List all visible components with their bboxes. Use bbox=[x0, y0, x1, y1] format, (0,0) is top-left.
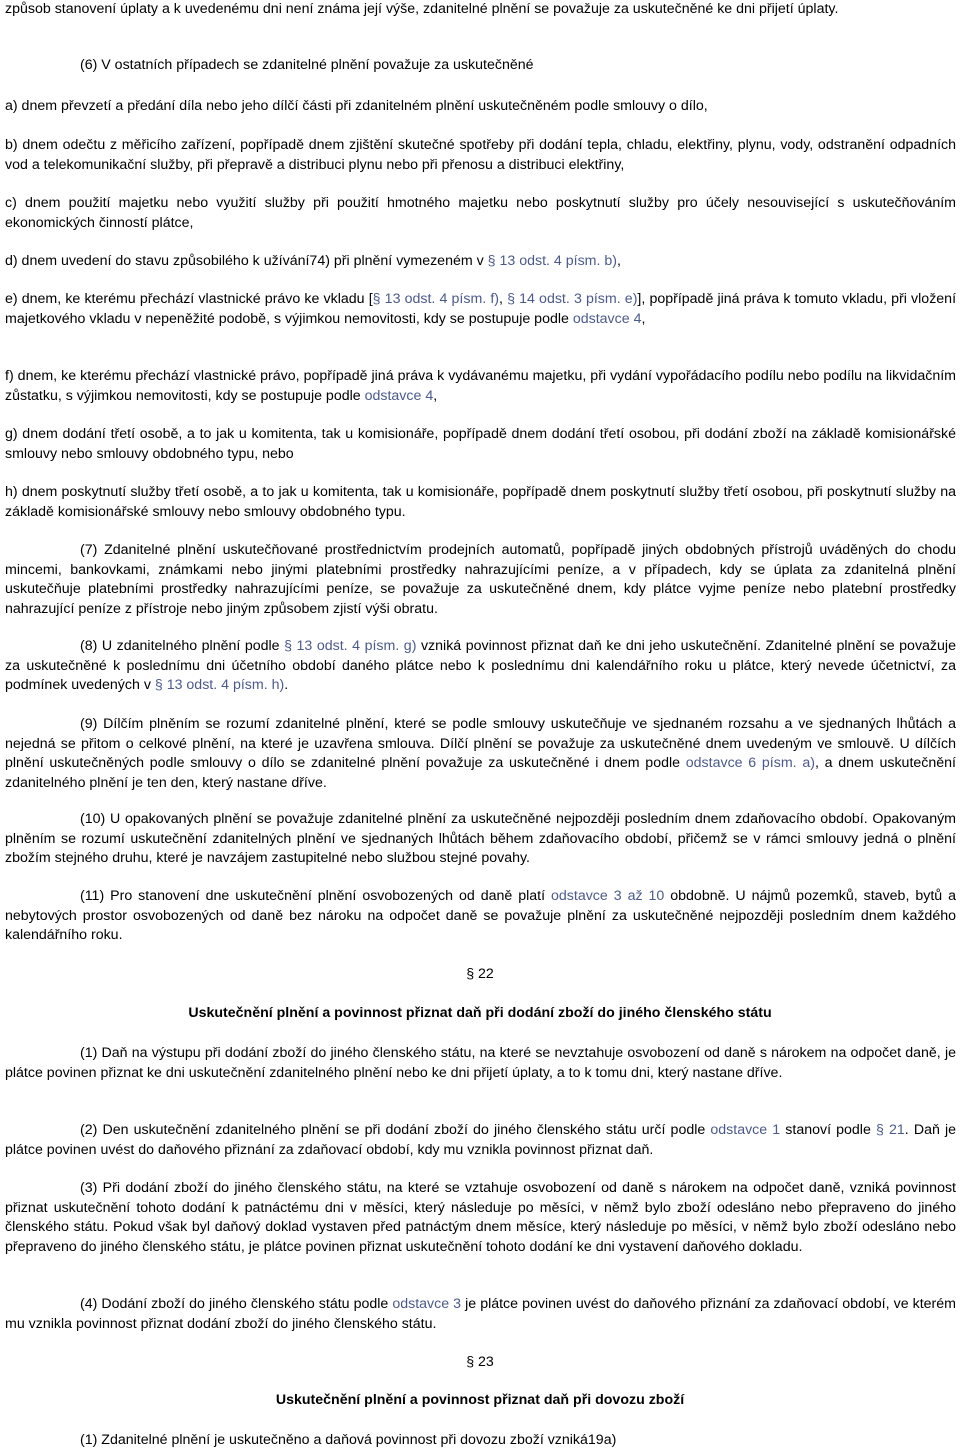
section-22-heading: Uskutečnění plnění a povinnost přiznat daň při dodání zboží do jiného členského státu bbox=[188, 1005, 772, 1021]
paragraph-text: ], popřípadě jiná práva k tomuto vkladu, při vložení majetkového vkladu v nepeněžité podobě, s výjimkou nemovitosti, kdy se postupuje podle bbox=[5, 291, 957, 327]
paragraph-7 bbox=[5, 541, 956, 619]
list-item-6a bbox=[5, 97, 956, 117]
paragraph-text: stanoví podle bbox=[780, 1122, 876, 1138]
paragraph-text: , bbox=[617, 253, 621, 269]
section-22-number: § 22 bbox=[466, 966, 494, 982]
paragraph-text: (10) U opakovaných plnění se považuje zdanitelné plnění za uskutečněné nejpozději posledním dnem zdaňovacího období. Opakovaným plněním se rozumí uskutečnění zdanitelných plnění ve sjednaných lhůtách během zdaňovacího období, přičemž se v rámci smlouvy jedná o plnění zbožím stejného druhu, které je navzájem zastupitelné nebo službou stejné povahy. bbox=[5, 811, 956, 867]
paragraph-text: je plátce povinen uvést do daňového přiznání za zdaňovací období, ve kterém mu vznikla povinnost přiznat dodání zboží do jiného členského státu. bbox=[5, 1296, 956, 1332]
law-reference-link[interactable]: odstavce 1 bbox=[710, 1122, 781, 1138]
paragraph-text: (2) Den uskutečnění zdanitelného plnění se při dodání zboží do jiného členského státu určí podle bbox=[80, 1122, 711, 1138]
paragraph-text: a) dnem převzetí a předání díla nebo jeho dílčí části při zdanitelném plnění uskutečněném podle smlouvy o dílo, bbox=[5, 98, 708, 114]
paragraph-text: g) dnem dodání třetí osobě, a to jak u komitenta, tak u komisionáře, popřípadě dnem dodání třetí osobou, při dodání zboží na základě komisionářské smlouvy nebo smlouvy obdobného typu, nebo bbox=[5, 426, 956, 462]
list-item-6b bbox=[5, 136, 956, 175]
section-23-heading: Uskutečnění plnění a povinnost přiznat daň při dovozu zboží bbox=[275, 1392, 685, 1408]
paragraph-text: způsob stanovení úplaty a k uvedenému dni není známa její výše, zdanitelné plnění se považuje za uskutečněné ke dni přijetí úplaty. bbox=[5, 1, 839, 17]
law-reference-link[interactable]: § 13 odst. 4 písm. h) bbox=[154, 677, 285, 694]
paragraph-text: h) dnem poskytnutí služby třetí osobě, a to jak u komitenta, tak u komisionáře, popřípadě dnem poskytnutí služby třetí osobou, při poskytnutí služby na základě komisionářské smlouvy nebo smlouvy obdobného typu. bbox=[5, 484, 956, 520]
law-reference-link[interactable]: § 13 odst. 4 písm. b) bbox=[487, 253, 617, 269]
paragraph-text: (11) Pro stanovení dne uskutečnění plnění osvobozených od daně platí bbox=[80, 888, 551, 904]
paragraph-9 bbox=[5, 715, 956, 793]
law-reference-link[interactable]: odstavce 4 bbox=[364, 387, 434, 404]
list-item-6c bbox=[5, 194, 956, 233]
paragraph-text: obdobně. U nájmů pozemků, staveb, bytů a nebytových prostor osvobozených od daně bez nároku na odpočet daně se považuje plnění za uskutečněné nejpozději posledním dnem každého kalendářního roku. bbox=[5, 888, 957, 944]
paragraph-10 bbox=[5, 810, 956, 869]
paragraph-text: , bbox=[641, 310, 646, 327]
law-reference-link[interactable]: odstavce 3 bbox=[392, 1296, 462, 1312]
law-reference-link[interactable]: § 21 bbox=[875, 1122, 905, 1138]
paragraph-text: e) dnem, ke kterému přechází vlastnické právo ke vkladu [ bbox=[5, 291, 373, 307]
paragraph-23-1 bbox=[5, 1431, 956, 1451]
law-reference-link[interactable]: § 13 odst. 4 písm. f) bbox=[372, 291, 500, 307]
section-23-number: § 23 bbox=[466, 1354, 494, 1370]
law-reference-link[interactable]: odstavce 6 písm. a) bbox=[685, 755, 815, 772]
list-item-6d bbox=[5, 252, 956, 272]
paragraph-22-1 bbox=[5, 1044, 956, 1083]
paragraph-text: (9) Dílčím plněním se rozumí zdanitelné plnění, které se podle smlouvy uskutečňuje ve sjednaném rozsahu a ve sjednaných lhůtách a nejedná se přitom o celkové plnění, na které je uzavřena smlouva. Dílčí plnění se považuje za uskutečněné dnem uvedeným ve smlouvě. U dílčích plnění uskutečněných podle smlouvy o dílo se zdanitelné plnění považuje za uskutečněné i dnem podle bbox=[5, 716, 956, 772]
paragraph-text: vzniká povinnost přiznat daň ke dni jeho uskutečnění. Zdanitelné plnění se považuje za uskutečněné k poslednímu dni účetního období daného plátce nebo k poslednímu dni kalendářního roku u plátce, který nevede účetnictví, za podmínek uvedených v bbox=[5, 638, 956, 694]
paragraph-11 bbox=[5, 887, 956, 946]
paragraph-text: (1) Daň na výstupu při dodání zboží do jiného členského státu, na které se nevztahuje osvobození od daně s nárokem na odpočet daně, je plátce povinen přiznat ke dni uskutečnění zdanitelného plnění nebo ke dni přijetí úplaty, a to k tomu dni, který nastane dříve. bbox=[5, 1045, 956, 1081]
law-reference-link[interactable]: § 13 odst. 4 písm. g) bbox=[284, 638, 417, 654]
paragraph-text: c) dnem použití majetku nebo využití služby při použití hmotného majetku nebo poskytnutí služby pro účely nesouvisející s uskutečňováním ekonomických činností plátce, bbox=[5, 195, 956, 231]
paragraph-text: (3) Při dodání zboží do jiného členského státu, na které se vztahuje osvobození od daně s nárokem na odpočet daně, vzniká povinnost přiznat uskutečnění tohoto dodání k patnáctému dni v měsíci, který následuje po měsíci, v němž bylo zboží odesláno nebo přepraveno do jiného členského státu. Pokud však byl daňový doklad vystaven před patnáctým dnem měsíce, který následuje po měsíci, v němž bylo zboží odesláno nebo přepraveno do jiného členského státu, je plátce povinen přiznat uskutečnění tohoto dodání ke dni vystavení daňového dokladu. bbox=[5, 1180, 956, 1255]
paragraph-text: . bbox=[284, 677, 289, 694]
paragraph-text: (4) Dodání zboží do jiného členského státu podle bbox=[80, 1296, 393, 1312]
paragraph-text: . Daň je plátce povinen uvést do daňového přiznání za zdaňovací období, kdy mu vznikla povinnost přiznat daň. bbox=[5, 1122, 956, 1158]
law-reference-link[interactable]: odstavce 4 bbox=[572, 310, 642, 327]
paragraph-22-2 bbox=[5, 1121, 956, 1160]
list-item-6g bbox=[5, 425, 956, 464]
list-item-6f bbox=[5, 367, 956, 406]
list-item-6e bbox=[5, 290, 956, 329]
paragraph-text: (1) Zdanitelné plnění je uskutečněno a daňová povinnost při dovozu zboží vzniká19a) bbox=[80, 1432, 617, 1448]
paragraph-text: b) dnem odečtu z měřicího zařízení, popřípadě dnem zjištění skutečné spotřeby při dodání tepla, chladu, elektřiny, plynu, vody, odstranění odpadních vod a telekomunikační služby, při přepravě a distribuci plynu nebo při přenosu a distribuci elektřiny, bbox=[5, 137, 956, 173]
paragraph-22-3 bbox=[5, 1179, 956, 1257]
paragraph-text: (8) U zdanitelného plnění podle bbox=[80, 638, 285, 654]
paragraph-text: , bbox=[499, 291, 508, 307]
paragraph-6-intro bbox=[5, 56, 956, 76]
law-reference-link[interactable]: § 14 odst. 3 písm. e) bbox=[507, 291, 638, 307]
paragraph-text: , bbox=[433, 387, 438, 404]
paragraph-text: , a dnem uskutečnění zdanitelného plnění je ten den, který nastane dříve. bbox=[5, 755, 956, 791]
paragraph-22-4 bbox=[5, 1295, 956, 1334]
law-reference-link[interactable]: odstavce 3 až 10 bbox=[551, 888, 665, 904]
list-item-6h bbox=[5, 483, 956, 522]
paragraph-text: d) dnem uvedení do stavu způsobilého k užívání74) při plnění vymezeném v bbox=[5, 253, 488, 269]
paragraph-text: (6) V ostatních případech se zdanitelné plnění považuje za uskutečněné bbox=[80, 57, 534, 73]
paragraph-8 bbox=[5, 637, 956, 696]
paragraph-continuation bbox=[5, 0, 956, 20]
paragraph-text: (7) Zdanitelné plnění uskutečňované prostřednictvím prodejních automatů, popřípadě jiných obdobných přístrojů uváděných do chodu mincemi, bankovkami, známkami nebo jinými platebními prostředky nahrazujícími peníze, a v případech, kdy se úplata za zdanitelná plnění uskutečňuje platebními prostředky nahrazujícími peníze, se považuje za uskutečněné dnem, kdy plátce vyjme peníze nebo platební prostředky nahrazující peníze z přístroje nebo jiným způsobem zjistí výši obratu. bbox=[5, 542, 956, 617]
paragraph-text: f) dnem, ke kterému přechází vlastnické právo, popřípadě jiná práva k vydávanému majetku, při vydání vypořádacího podílu nebo podílu na likvidačním zůstatku, s výjimkou nemovitosti, kdy se postupuje podle bbox=[5, 368, 956, 404]
